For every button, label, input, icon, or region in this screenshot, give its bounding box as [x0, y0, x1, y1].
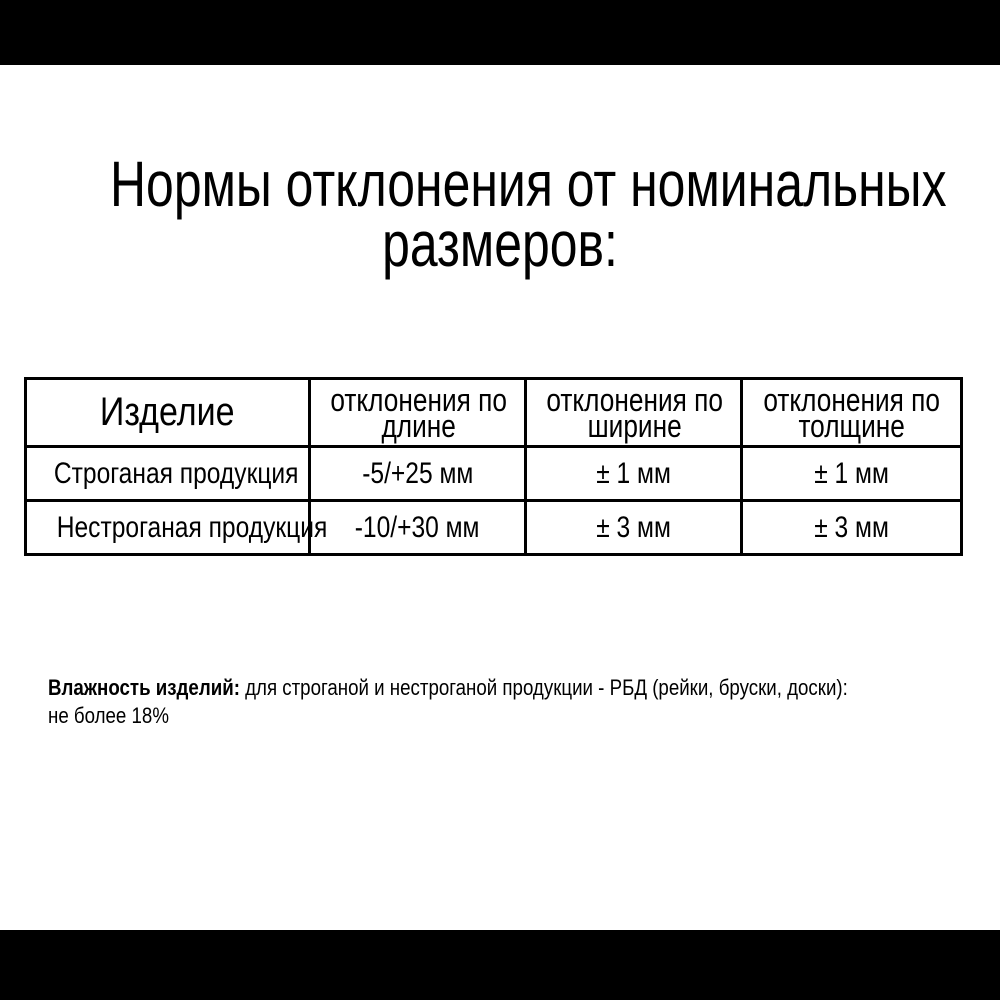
deviation-norms-table [24, 377, 963, 556]
cell-unplaned-length-text: -10/+30 мм [355, 510, 480, 544]
humidity-note-text: для строганой и нестроганой продукции - РБД (рейки, бруски, доски): [239, 675, 848, 700]
cell-planed-thickness-text: ± 1 мм [814, 456, 889, 490]
header-thickness-label [763, 381, 940, 444]
humidity-note-label: Влажность изделий: [48, 675, 240, 700]
cell-planed-width-text: ± 1 мм [596, 456, 671, 490]
header-length-line2: длине [381, 407, 456, 444]
letterbox-bar-top [0, 0, 1000, 65]
page-title-line1: Нормы отклонения от номинальных [110, 148, 947, 220]
cell-planed-length [310, 447, 526, 501]
cell-unplaned-thickness [742, 501, 962, 555]
header-product-label: Изделие [100, 390, 235, 434]
header-thickness-line2: толщине [798, 407, 905, 444]
cell-unplaned-length [310, 501, 526, 555]
header-width-label [546, 381, 723, 444]
humidity-note [48, 674, 989, 730]
cell-planed-product-text: Строганая продукция [53, 456, 299, 490]
cell-planed-thickness [742, 447, 962, 501]
cell-unplaned-width-text: ± 3 мм [596, 510, 671, 544]
page-title-line2: размеров: [382, 208, 618, 280]
header-length-deviation [310, 379, 526, 447]
header-width-deviation [526, 379, 742, 447]
cell-planed-width [526, 447, 742, 501]
header-thickness-line1: отклонения по [763, 381, 940, 418]
table-row-unplaned [26, 501, 962, 555]
humidity-note-line1 [48, 674, 848, 702]
table-header-row [26, 379, 962, 447]
header-product [26, 379, 310, 447]
humidity-note-line2: не более 18% [48, 703, 169, 728]
cell-unplaned-thickness-text: ± 3 мм [814, 510, 889, 544]
header-width-line1: отклонения по [546, 381, 723, 418]
header-length-label [330, 381, 507, 444]
page-title [0, 148, 1000, 280]
cell-unplaned-product-text: Нестроганая продукция [56, 510, 328, 544]
cell-planed-length-text: -5/+25 мм [361, 456, 474, 490]
header-length-line1: отклонения по [330, 381, 507, 418]
cell-unplaned-product [26, 501, 328, 555]
cell-planed-product [26, 447, 310, 501]
table-row-planed [26, 447, 962, 501]
letterbox-bar-bottom [0, 930, 1000, 1000]
cell-unplaned-width [526, 501, 742, 555]
header-width-line2: ширине [587, 407, 682, 444]
header-thickness-deviation [742, 379, 962, 447]
